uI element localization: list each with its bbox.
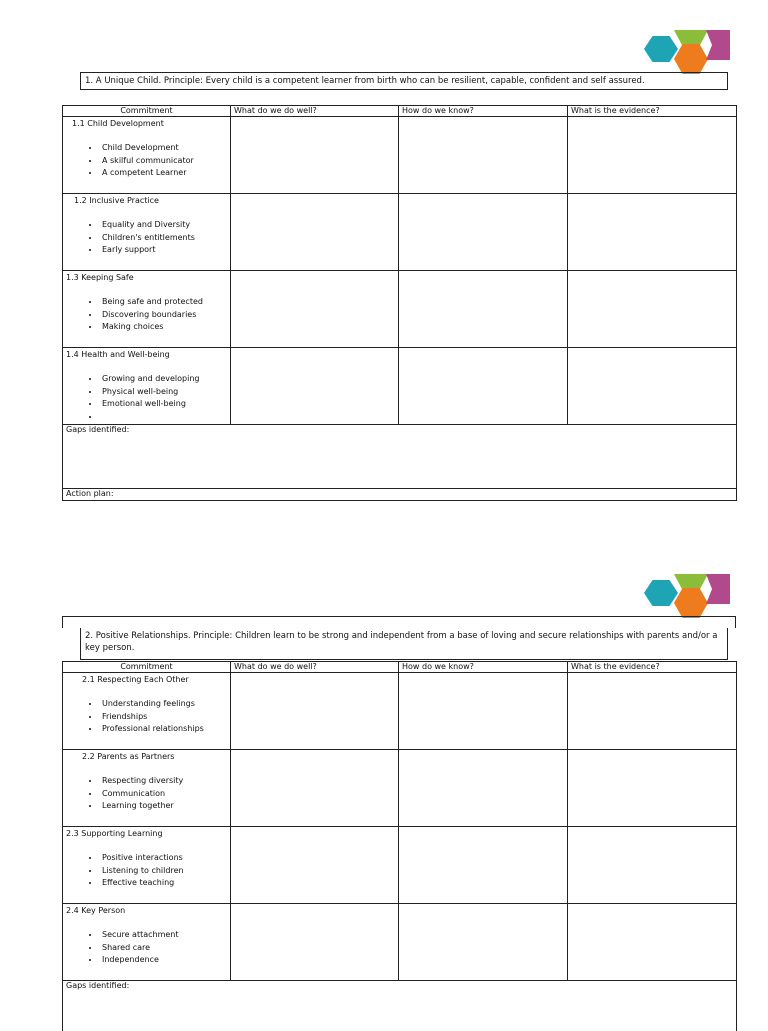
section-title: 1.2 Inclusive Practice [74,196,159,205]
logo-hex-green [674,30,708,46]
logo-hex-teal [644,36,678,62]
list-item [100,411,227,419]
section-title: 2.1 Respecting Each Other [82,675,189,684]
do-well-cell[interactable] [231,673,399,750]
commitment-table-2 [62,661,737,1031]
commitment-cell [63,194,231,271]
section-title: 1.1 Child Development [72,119,164,128]
logo-hex-orange [674,44,708,74]
how-know-cell[interactable] [399,827,568,904]
header-commitment: Commitment [63,106,231,117]
section-title: 2.3 Supporting Learning [66,829,163,838]
list-item: • Communication [100,788,227,801]
list-item: • Professional relationships [100,723,227,736]
evidence-cell[interactable] [568,904,737,981]
list-item: • Physical well-being [100,386,227,399]
list-item: • Making choices [100,321,227,334]
table-row [63,904,737,981]
do-well-cell[interactable] [231,194,399,271]
list-item: • Equality and Diversity [100,219,227,232]
bullet-list [66,929,227,967]
do-well-cell[interactable] [231,271,399,348]
list-item: • Being safe and protected [100,296,227,309]
how-know-cell[interactable] [399,673,568,750]
section-title: 2.2 Parents as Partners [82,752,175,761]
action-plan-label: Action plan: [66,489,114,498]
commitment-cell [63,827,231,904]
do-well-cell[interactable] [231,117,399,194]
bullet-list [66,698,227,736]
table-header-row [63,662,737,673]
action-plan-cell[interactable] [63,489,737,501]
table-row [63,673,737,750]
commitment-cell [63,904,231,981]
header-how-know: How do we know? [399,662,568,673]
do-well-cell[interactable] [231,750,399,827]
list-item: • Understanding feelings [100,698,227,711]
table-header-row [63,106,737,117]
logo-hex-purple [706,30,730,60]
gaps-label: Gaps identified: [66,425,130,434]
section-title: 1.4 Health and Well-being [66,350,170,359]
how-know-cell[interactable] [399,271,568,348]
list-item: • A competent Learner [100,167,227,180]
section-title: 2.4 Key Person [66,906,126,915]
header-do-well: What do we do well? [231,662,399,673]
how-know-cell[interactable] [399,348,568,425]
logo-hex-orange [674,588,708,618]
commitment-cell [63,117,231,194]
list-item: • A skilful communicator [100,155,227,168]
list-item: • Child Development [100,142,227,155]
list-item: • Respecting diversity [100,775,227,788]
bullet-list [66,775,227,813]
evidence-cell[interactable] [568,827,737,904]
principle-box-1 [80,72,728,90]
header-commitment: Commitment [63,662,231,673]
list-item: • Friendships [100,711,227,724]
commitment-cell [63,750,231,827]
bullet-list [66,852,227,890]
list-item: • Positive interactions [100,852,227,865]
evidence-cell[interactable] [568,348,737,425]
commitment-cell [63,673,231,750]
principle-box-2 [80,628,728,660]
logo [644,30,736,76]
table-row [63,827,737,904]
evidence-cell[interactable] [568,750,737,827]
table-row [63,271,737,348]
evidence-cell[interactable] [568,194,737,271]
evidence-cell[interactable] [568,673,737,750]
logo [644,574,736,620]
how-know-cell[interactable] [399,194,568,271]
gaps-cell[interactable] [63,425,737,489]
header-how-know: How do we know? [399,106,568,117]
list-item: • Early support [100,244,227,257]
table-row [63,117,737,194]
bullet-list [66,373,227,419]
do-well-cell[interactable] [231,904,399,981]
list-item: • Discovering boundaries [100,309,227,322]
how-know-cell[interactable] [399,117,568,194]
bullet-list [66,219,227,257]
do-well-cell[interactable] [231,348,399,425]
evidence-cell[interactable] [568,117,737,194]
list-item: • Effective teaching [100,877,227,890]
list-item: • Independence [100,954,227,967]
gaps-cell[interactable] [63,981,737,1031]
gaps-row [63,981,737,1031]
list-item: • Secure attachment [100,929,227,942]
list-item: • Shared care [100,942,227,955]
list-item: • Emotional well-being [100,398,227,411]
principle-text: 1. A Unique Child. Principle: Every child is a competent learner from birth who can be resilient, capable, confident and self assured. [85,76,645,86]
table-row [63,348,737,425]
how-know-cell[interactable] [399,904,568,981]
table-row [63,194,737,271]
header-do-well: What do we do well? [231,106,399,117]
header-evidence: What is the evidence? [568,106,737,117]
gaps-row [63,425,737,489]
commitment-cell [63,348,231,425]
do-well-cell[interactable] [231,827,399,904]
logo-hex-purple [706,574,730,604]
list-item: • Growing and developing [100,373,227,386]
evidence-cell[interactable] [568,271,737,348]
bullet-list [66,142,227,180]
header-evidence: What is the evidence? [568,662,737,673]
section-title: 1.3 Keeping Safe [66,273,134,282]
table-row [63,750,737,827]
how-know-cell[interactable] [399,750,568,827]
logo-hex-teal [644,580,678,606]
principle-text: 2. Positive Relationships. Principle: Children learn to be strong and independent from a base of loving and secure relationships with parents and/or a key person. [85,631,718,653]
list-item: • Learning together [100,800,227,813]
logo-hex-green [674,574,708,590]
action-row [63,489,737,501]
bullet-list [66,296,227,334]
divider [62,616,736,628]
list-item: • Children's entitlements [100,232,227,245]
gaps-label: Gaps identified: [66,981,130,990]
list-item: • Listening to children [100,865,227,878]
commitment-table-1 [62,105,737,501]
commitment-cell [63,271,231,348]
